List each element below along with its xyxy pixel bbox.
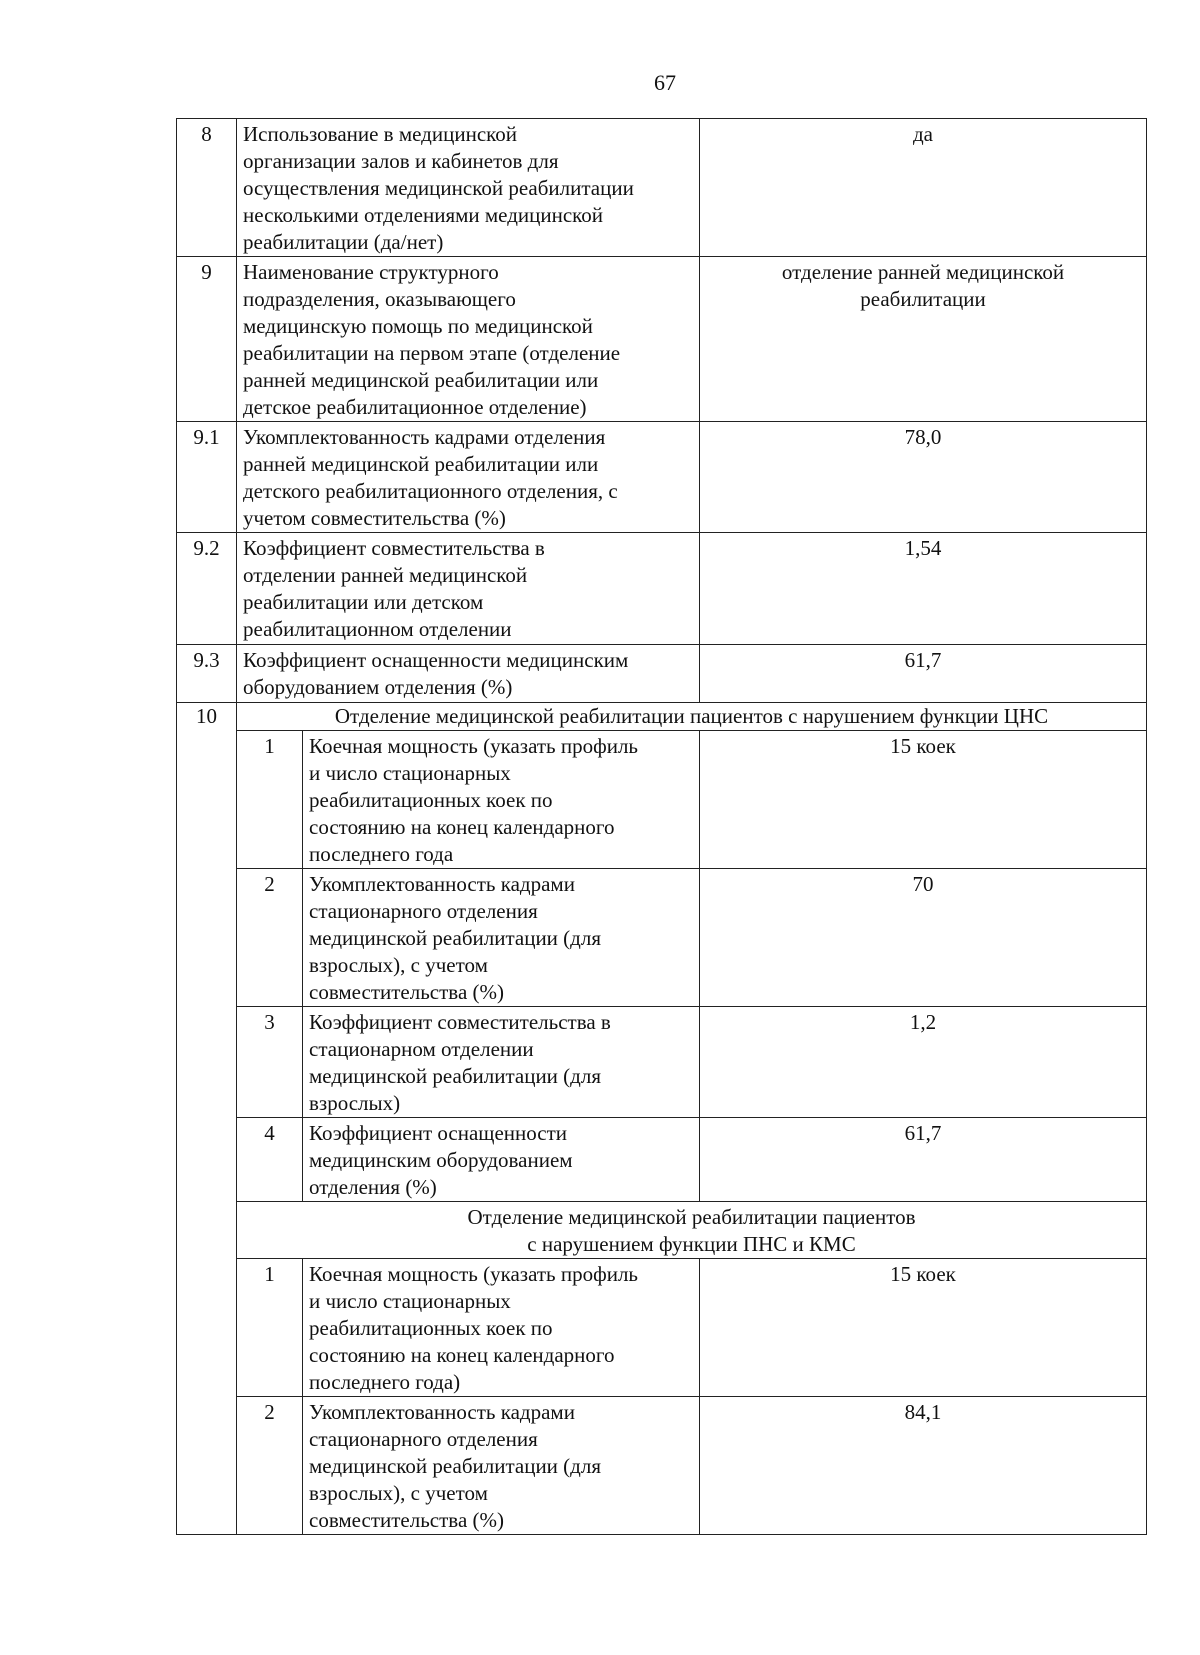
item-number: 1 [237, 731, 303, 869]
row-number: 9.2 [177, 533, 237, 645]
section-header-row [177, 1202, 1147, 1259]
indicator-text: Наименование структурного подразделения, оказывающего медицинскую помощь по медицинской реабилитации на первом этапе (отделение ранней медицинской реабилитации или детское реабилитационное отделение) [237, 257, 700, 422]
table-row [177, 1397, 1147, 1535]
table-row [177, 1259, 1147, 1397]
table-row [177, 1007, 1147, 1118]
table-row [177, 731, 1147, 869]
indicator-text: Укомплектованность кадрами стационарного отделения медицинской реабилитации (для взрослых), с учетом совместительства (%) [303, 869, 700, 1007]
section-number: 10 [177, 703, 237, 1535]
row-number: 8 [177, 119, 237, 257]
item-number: 2 [237, 1397, 303, 1535]
indicator-text: Коэффициент совместительства в отделении ранней медицинской реабилитации или детском реабилитационном отделении [237, 533, 700, 645]
indicator-text: Коечная мощность (указать профиль и число стационарных реабилитационных коек по состоянию на конец календарного последнего года) [303, 1259, 700, 1397]
indicator-value: отделение ранней медицинской реабилитации [700, 257, 1147, 422]
section-title-cns: Отделение медицинской реабилитации пациентов с нарушением функции ЦНС [237, 703, 1147, 731]
row-number: 9.3 [177, 645, 237, 703]
indicator-text: Укомплектованность кадрами стационарного отделения медицинской реабилитации (для взрослых), с учетом совместительства (%) [303, 1397, 700, 1535]
indicator-value: 84,1 [700, 1397, 1147, 1535]
indicator-value: 15 коек [700, 1259, 1147, 1397]
item-number: 1 [237, 1259, 303, 1397]
indicator-text: Коэффициент совместительства в стационарном отделении медицинской реабилитации (для взрослых) [303, 1007, 700, 1118]
indicator-text: Использование в медицинской организации залов и кабинетов для осуществления медицинской реабилитации несколькими отделениями медицинской реабилитации (да/нет) [237, 119, 700, 257]
indicator-value: 1,2 [700, 1007, 1147, 1118]
indicator-text: Коечная мощность (указать профиль и число стационарных реабилитационных коек по состоянию на конец календарного последнего года [303, 731, 700, 869]
table-row [177, 533, 1147, 645]
indicator-value: 1,54 [700, 533, 1147, 645]
item-number: 3 [237, 1007, 303, 1118]
indicator-value: 70 [700, 869, 1147, 1007]
page-number: 67 [654, 70, 676, 95]
indicator-text: Укомплектованность кадрами отделения ранней медицинской реабилитации или детского реабилитационного отделения, с учетом совместительства (%) [237, 422, 700, 533]
indicator-value: 15 коек [700, 731, 1147, 869]
row-number: 9 [177, 257, 237, 422]
section-title-pns: Отделение медицинской реабилитации пациентов с нарушением функции ПНС и КМС [237, 1202, 1147, 1259]
indicator-value: 61,7 [700, 1118, 1147, 1202]
item-number: 2 [237, 869, 303, 1007]
table-row [177, 869, 1147, 1007]
section-header-row [177, 703, 1147, 731]
table-row [177, 119, 1147, 257]
indicators-table [176, 118, 1147, 1535]
table-row [177, 422, 1147, 533]
indicator-text: Коэффициент оснащенности медицинским оборудованием отделения (%) [303, 1118, 700, 1202]
indicator-value: да [700, 119, 1147, 257]
indicator-text: Коэффициент оснащенности медицинским оборудованием отделения (%) [237, 645, 700, 703]
table-row [177, 645, 1147, 703]
table-row [177, 1118, 1147, 1202]
indicator-value: 61,7 [700, 645, 1147, 703]
indicator-value: 78,0 [700, 422, 1147, 533]
row-number: 9.1 [177, 422, 237, 533]
item-number: 4 [237, 1118, 303, 1202]
table-row [177, 257, 1147, 422]
